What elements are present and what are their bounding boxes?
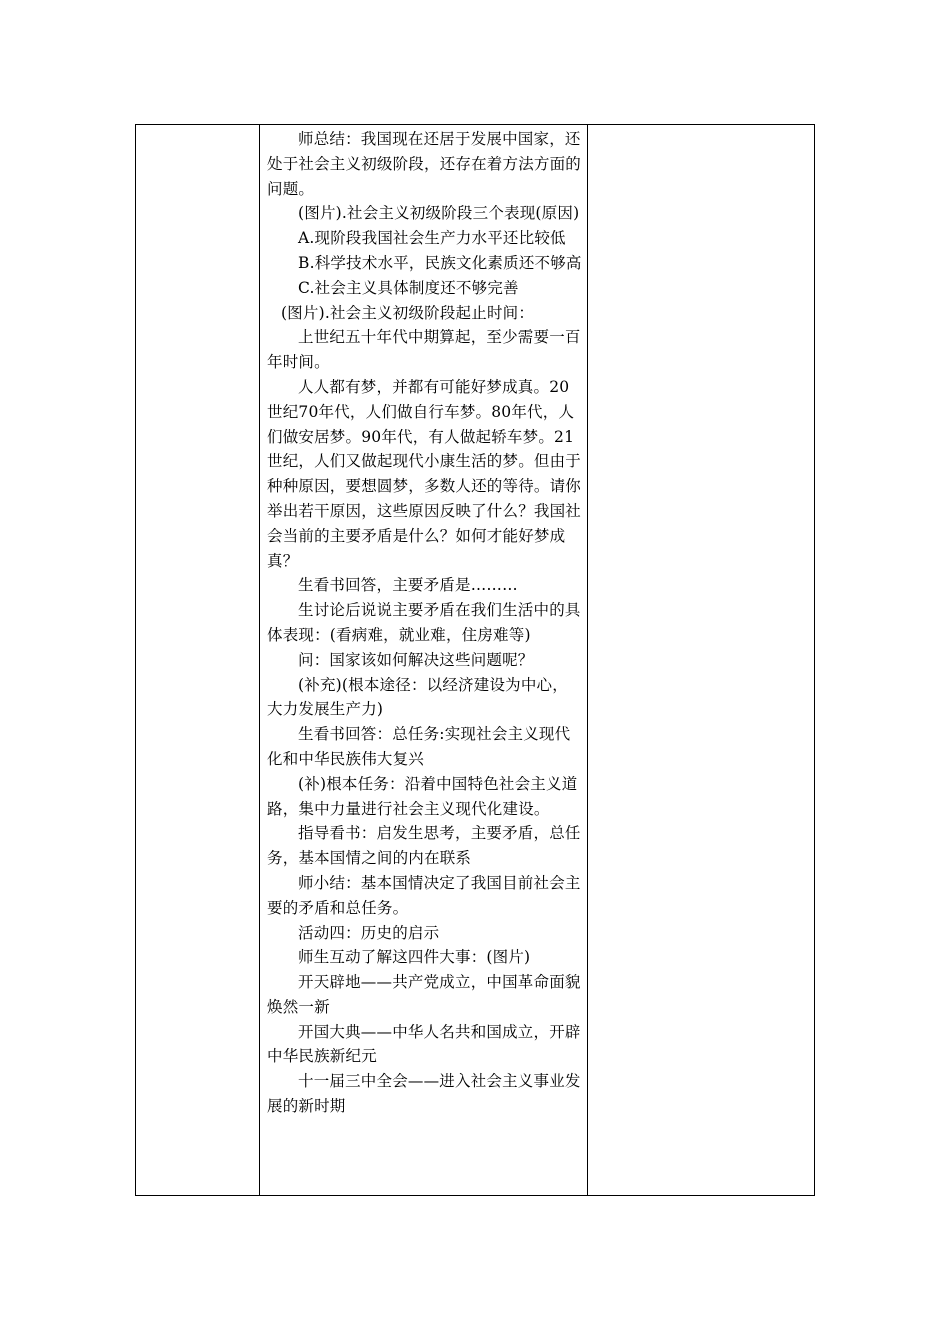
paragraph: 人人都有梦，并都有可能好梦成真。20世纪70年代，人们做自行车梦。80年代，人们做安居梦。90年代，有人做起轿车梦。21世纪，人们又做起现代小康生活的梦。但由于种种原因，要想圆梦，多数人还的等待。请你举出若干原因，这些原因反映了什么？我国社会当前的主要矛盾是什么？如何才能好梦成真？ [267,377,582,570]
paragraph: A.现阶段我国社会生产力水平还比较低 [298,229,566,248]
paragraph: 开天辟地——共产党成立，中国革命面貌焕然一新 [267,973,581,1016]
paragraph: 活动四：历史的启示 [298,923,440,942]
paragraph: (图片).社会主义初级阶段三个表现(原因) [298,204,580,223]
left-column-cell [136,125,260,1196]
paragraph: 师小结：基本国情决定了我国目前社会主要的矛盾和总任务。 [267,873,581,917]
paragraph: B.科学技术水平，民族文化素质还不够高 [298,253,582,272]
paragraph: 问：国家该如何解决这些问题呢？ [298,650,534,669]
paragraph: 十一届三中全会——进入社会主义事业发展的新时期 [267,1072,581,1116]
paragraph: 指导看书：启发生思考，主要矛盾，总任务，基本国情之间的内在联系 [267,824,581,868]
paragraph: C.社会主义具体制度还不够完善 [298,278,519,297]
paragraph: 师生互动了解这四件大事：(图片) [298,948,531,967]
paragraph: (补充)(根本途径：以经济建设为中心，大力发展生产力) [267,675,568,719]
paragraph: (图片).社会主义初级阶段起止时间： [280,303,535,322]
paragraph: 生看书回答：总任务:实现社会主义现代化和中华民族伟大复兴 [267,725,571,768]
paragraph: 上世纪五十年代中期算起，至少需要一百年时间。 [267,328,581,372]
paragraph: 开国大典——中华人名共和国成立，开辟中华民族新纪元 [267,1022,581,1066]
content-column-cell [260,125,588,1196]
lesson-table [135,124,815,1196]
paragraph: 生看书回答，主要矛盾是……… [298,576,518,595]
paragraph: 生讨论后说说主要矛盾在我们生活中的具体表现：(看病难，就业难，住房难等) [267,601,581,644]
paragraph: (补)根本任务：沿着中国特色社会主义道路，集中力量进行社会主义现代化建设。 [267,774,578,818]
table-row [136,125,815,1196]
paragraph: 师总结：我国现在还居于发展中国家，还处于社会主义初级阶段，还存在着方法方面的问题。 [267,130,582,198]
right-column-cell [588,125,815,1196]
lesson-content [260,125,587,1119]
